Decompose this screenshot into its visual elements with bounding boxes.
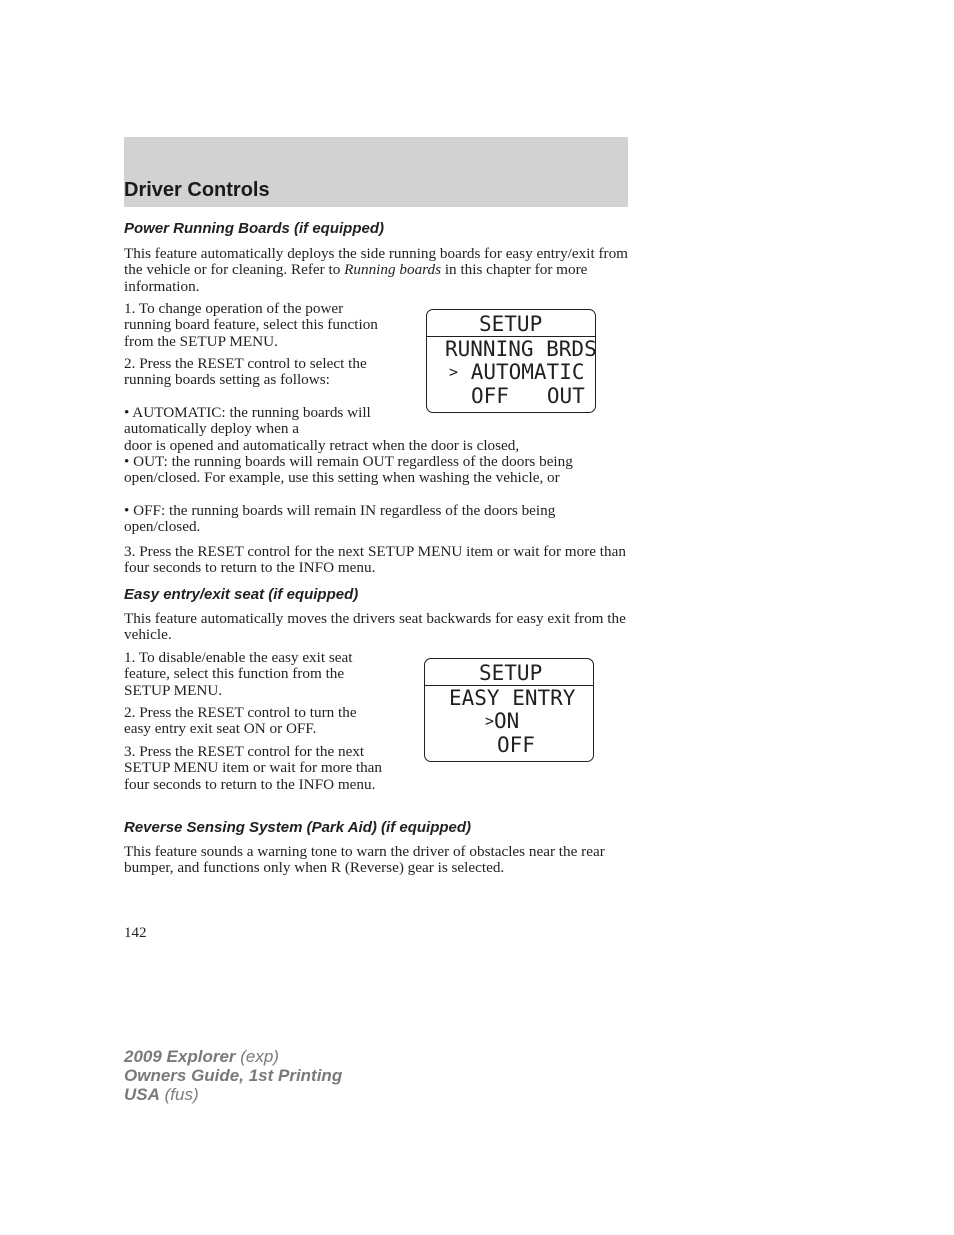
footer-market-code: (fus) xyxy=(159,1085,199,1104)
footer-market: USA xyxy=(124,1085,160,1104)
step-2-easy-entry: 2. Press the RESET control to turn the easy entry exit seat ON or OFF. xyxy=(124,704,357,738)
intro-text-a: This feature automatically deploys the side running boards for easy entry/exit from the vehicle or for cleaning. Refer to xyxy=(124,245,628,279)
cross-reference-running-boards: Running boards xyxy=(344,261,442,279)
step-3-easy-entry: 3. Press the RESET control for the next SETUP MENU item or wait for more than four seconds to return to the INFO menu. xyxy=(124,743,383,793)
paragraph-running-boards-intro xyxy=(124,246,630,295)
footer-line-model xyxy=(124,1047,342,1066)
display-line-on xyxy=(485,709,519,733)
selection-arrow-icon: > xyxy=(449,363,459,381)
message-center-display-easy-entry xyxy=(424,658,594,762)
document-footer xyxy=(124,1047,342,1104)
footer-line-market xyxy=(124,1085,342,1104)
section-header-band xyxy=(124,137,628,207)
footer-model-code: (exp) xyxy=(235,1047,279,1066)
display-option-on: ON xyxy=(494,709,520,733)
heading-power-running-boards: Power Running Boards (if equipped) xyxy=(124,220,384,237)
heading-easy-entry-exit-seat: Easy entry/exit seat (if equipped) xyxy=(124,586,359,603)
display-line-automatic xyxy=(449,360,584,384)
message-center-display-running-boards xyxy=(426,309,596,413)
selection-arrow-icon: > xyxy=(485,712,495,730)
intro-text-b: in this chapter for more information. xyxy=(124,261,588,295)
step-1-easy-entry: 1. To disable/enable the easy exit seat feature, select this function from the SETUP MENU. xyxy=(124,649,353,699)
display-option-automatic: AUTOMATIC xyxy=(470,360,585,384)
display-line-off: OFF xyxy=(497,733,535,757)
display-line-off-out: OFF OUT xyxy=(471,384,585,408)
footer-model: 2009 Explorer xyxy=(124,1047,236,1066)
step-1-running-boards: 1. To change operation of the power running board feature, select this function from the SETUP MENU. xyxy=(124,300,378,350)
footer-line-guide: Owners Guide, 1st Printing xyxy=(124,1066,343,1085)
bullet-automatic-part-2: door is opened and automatically retract when the door is closed, xyxy=(124,437,520,454)
bullet-out: • OUT: the running boards will remain OUT regardless of the doors being open/closed. For example, use this setting when washing the vehicle, or xyxy=(124,453,573,487)
display-line-setup: SETUP xyxy=(479,661,543,685)
page-title: Driver Controls xyxy=(124,179,270,201)
page-number: 142 xyxy=(124,925,147,941)
step-3-running-boards: 3. Press the RESET control for the next SETUP MENU item or wait for more than four seconds to return to the INFO menu. xyxy=(124,543,626,577)
step-2-running-boards: 2. Press the RESET control to select the running boards setting as follows: xyxy=(124,355,367,389)
display-line-setup: SETUP xyxy=(479,312,543,336)
bullet-off: • OFF: the running boards will remain IN regardless of the doors being open/closed. xyxy=(124,502,556,536)
paragraph-easy-entry-intro: This feature automatically moves the drivers seat backwards for easy exit from the vehicle. xyxy=(124,610,626,644)
paragraph-reverse-sensing-intro: This feature sounds a warning tone to warn the driver of obstacles near the rear bumper, and functions only when R (Reverse) gear is selected. xyxy=(124,843,605,877)
bullet-automatic-part-1: • AUTOMATIC: the running boards will automatically deploy when a xyxy=(124,404,371,438)
display-line-easy-entry: EASY ENTRY xyxy=(449,686,576,710)
display-line-running-brds: RUNNING BRDS xyxy=(445,337,597,361)
heading-reverse-sensing-system: Reverse Sensing System (Park Aid) (if equipped) xyxy=(124,819,472,836)
